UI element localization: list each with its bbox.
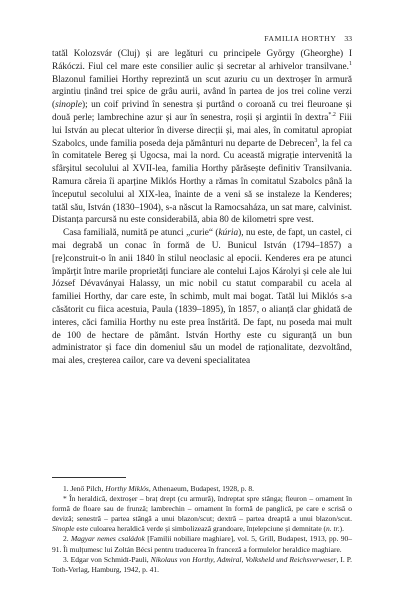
note-text: , Athenaeum, Budapest, 1928, p. 8. [148, 484, 255, 493]
note-text: , I. P. Toth-Verlag, Hamburg, 1942, p. 41. [52, 554, 353, 574]
text-run: Blazonul familiei Horthy reprezintă un scut azuriu cu un dextroșer în armură argintiu ținând trei spice de grâu aurii, având în partea de jos trei coline verzi ( [52, 74, 352, 111]
text-run: , la fel ca în comitatele Bereg și Ugocsa, mai la nord. Cu această migrație intervenită la sfârșitul secolului al XVII-lea, familia Horthy părăsește definitiv Transilvania. Ramura căreia îi aparține Miklós Horthy a rămas în comitatul Szabolcs până la începutul secolului al XIX-lea, înainte de a veni să se instaleze la Kenderes; tatăl său, István (1830–1904), s-a născut la Ramocsaháza, un sat mare, calvinist. Distanța parcursă nu este considerabilă, abia 80 de kilometri spre vest. [52, 138, 352, 226]
footnote-2 [52, 534, 352, 554]
note-text: este culoarea heraldică verde și simbolizează grandoare, înțelepciune și demnitate ( [74, 524, 327, 534]
note-italic: n. tr. [326, 524, 340, 534]
note-text: [Familii nobiliare maghiare], vol. 5, Grill, Budapest, 1913, pp. 90–91. Îi mulțumesc lui Zoltán Bécsi pentru traducerea în franceză a formulelor heraldice maghiare. [52, 534, 353, 554]
text-run: Casa familială, numită pe atunci „curie“ ( [63, 228, 219, 239]
text-run: ), nu este, de fapt, un castel, ci mai degrabă un conac în formă de U. Bunicul István (1794–1857) a [re]construit-o în anii 1840 în stilul neoclasic al epocii. Kenderes era pe atunci împărțit între marile proprietăți funciare ale contelui Lajos Károlyi și cele ale lui József Dévaványai Halassy, un mic nobil cu statut comparabil cu acela al familiei Horthy, dar care este, în schimb, mult mai bogat. Tatăl lui Miklós s-a căsătorit cu fiica acestuia, Paula (1839–1895), în 1857, o alianță clar ghidată de interes, căci familia Horthy nu este prea înstărită. De fapt, nu poseda mai mult de 100 de hectare de pământ. István Horthy este cu siguranță un bun administrator și face din domeniul său un model de raționalitate, dezvoltând, mai ales, creșterea cailor, care va deveni specialitatea [52, 228, 352, 367]
italic-term-kuria: kúria [218, 228, 239, 239]
footnotes [52, 484, 352, 575]
note-italic: Sinople [52, 524, 75, 534]
note-title: Magyar nemes családok [71, 534, 145, 544]
italic-term-sinople: sinople [55, 100, 82, 111]
paragraph-2 [52, 227, 352, 368]
text-run: Fiii lui István au plecat ulterior în diverse direcții și, mai ales, în comitatul apropiat Szabolcs, unde familia poseda deja pământuri nu departe de Debrecen [52, 112, 352, 149]
page-number: 33 [344, 34, 352, 43]
footnote-ref-3: 3 [314, 137, 318, 144]
text-run: tatăl Kolozsvár (Cluj) și are legături cu principele György (Gheorghe) I Rákóczi. Fiul cel mare este consilier aulic și secretar al arhivelor transilvane. [52, 49, 352, 72]
footnote-separator [52, 477, 126, 478]
note-text: * În heraldică, dextroșer – braț drept (cu armură), îndreptat spre stânga; fleuron – ornament în formă de floare sau de frunză; lambrechin – ornament în formă de panglică, pe care e scrisă o deviză; senestră – partea stângă a unui blazon/scut; dextră – partea dreaptă a unui blazon/scut. [52, 494, 352, 524]
note-title: Nikolaus von Horthy, Admiral, Volksheld und Reichsverweser [150, 554, 337, 564]
footnote-translator [52, 494, 352, 534]
note-text: 3. Edgar von Schmidt-Pauli, [63, 554, 151, 564]
running-title: FAMILIA HORTHY [264, 34, 337, 43]
main-text [52, 48, 352, 368]
footnote-3 [52, 555, 352, 575]
footnote-ref-2: *.2 [328, 111, 336, 118]
footnote-1 [52, 484, 352, 494]
text-run: ); un coif privind în senestra și purtând o coroană cu trei fleuroane și două perle; lambrechine azur și aur în senestra, roșii și argintii în dextra [52, 100, 352, 123]
note-text: 1. Jenő Pilch, [63, 484, 106, 493]
note-text: ). [339, 524, 344, 534]
note-text: 2. [63, 534, 71, 544]
running-header [52, 34, 352, 43]
footnote-ref-1: 1 [349, 60, 352, 67]
note-title: Horthy Miklós [105, 484, 149, 493]
paragraph-1 [52, 48, 352, 227]
